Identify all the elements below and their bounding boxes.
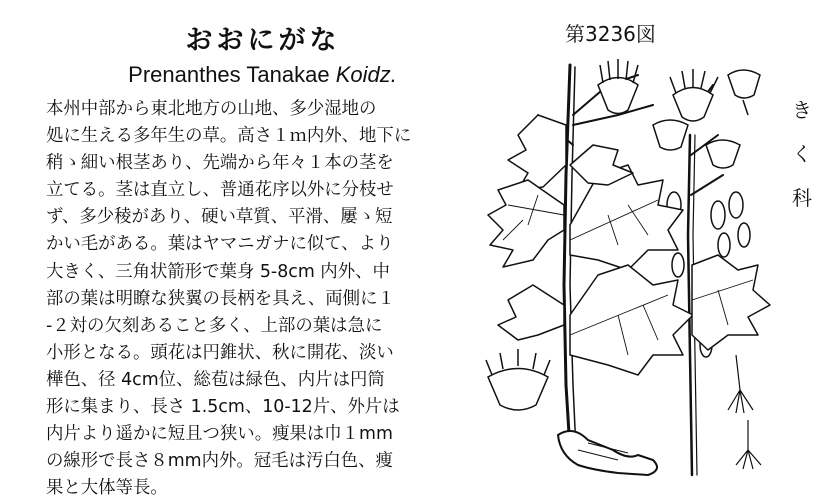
main-stem (564, 65, 570, 450)
description-line: 大きく、三角状箭形で葉身 5-8cm 内外、中 (46, 261, 390, 282)
description-line: -２対の欠刻あること多く、上部の葉は急に (46, 315, 383, 336)
rootstock (558, 431, 657, 475)
description-line: 立てる。茎は直立し、普通花序以外に分枝せ (46, 180, 394, 201)
bud (718, 233, 730, 257)
description-line: の線形で長さ８mm内外。冠毛は汚白色、痩 (46, 451, 393, 472)
description-line: ず、多少稜があり、硬い草質、平滑、屢ゝ短 (46, 207, 393, 228)
achene-detail (736, 420, 761, 469)
flower-head-bottom-left (486, 349, 550, 410)
description-line: 処に生える多年生の草。高さ１ｍ内外、地下に (46, 126, 412, 147)
description-line: 本州中部から東北地方の山地、多少湿地の (46, 99, 377, 119)
description-line: 形に集まり、長さ 1.5cm、10-12片、外片は (46, 397, 400, 418)
leaf-lower-right (570, 265, 693, 375)
bud (711, 201, 725, 229)
scientific-name-genus-species: Prenanthes Tanakae (128, 62, 330, 87)
leaf-left-large (488, 180, 564, 267)
family-char: 科 (792, 186, 812, 210)
figure-number: 第3236図 (565, 22, 656, 46)
description-line: 稍ゝ細い根茎あり、先端から年々１本の茎を (46, 153, 394, 174)
description-paragraph (46, 96, 466, 502)
description-line: 樺色、径 4cm位、総苞は緑色、内片は円筒 (46, 369, 385, 390)
family-char: く (792, 142, 812, 166)
bud (729, 192, 743, 218)
plant-illustration (478, 55, 778, 480)
scientific-name-author: Koidz. (335, 62, 397, 87)
pedicel (691, 175, 723, 195)
flower-head-top-right (728, 70, 760, 115)
scientific-name (60, 62, 465, 88)
japanese-name: おおにがな (185, 25, 341, 56)
family-char: き (792, 98, 812, 122)
flower-head-top-left (598, 59, 638, 114)
description-line: かい毛がある。葉はヤマニガナに似て、より (46, 234, 394, 255)
leaf-lower-left (498, 285, 564, 340)
leaf-upper-left (508, 115, 566, 190)
description-line: 小形となる。頭花は円錐状、秋に開花、淡い (46, 342, 394, 363)
description-line: 部の葉は明瞭な狭翼の長柄を具え、両側に１ (46, 288, 395, 309)
description-line: 果と大体等長。 (46, 478, 168, 499)
bud (672, 253, 684, 277)
flower-head-mid-right (706, 140, 740, 168)
flower-head-top-center (670, 69, 718, 121)
leaf-right-edge (692, 255, 770, 350)
bud (738, 223, 750, 247)
description-line: 内片より遥かに短且つ狭い。痩果は巾１mm (46, 424, 393, 445)
achene-detail (728, 355, 753, 413)
family-label (790, 88, 814, 220)
flower-head-mid (653, 120, 688, 150)
